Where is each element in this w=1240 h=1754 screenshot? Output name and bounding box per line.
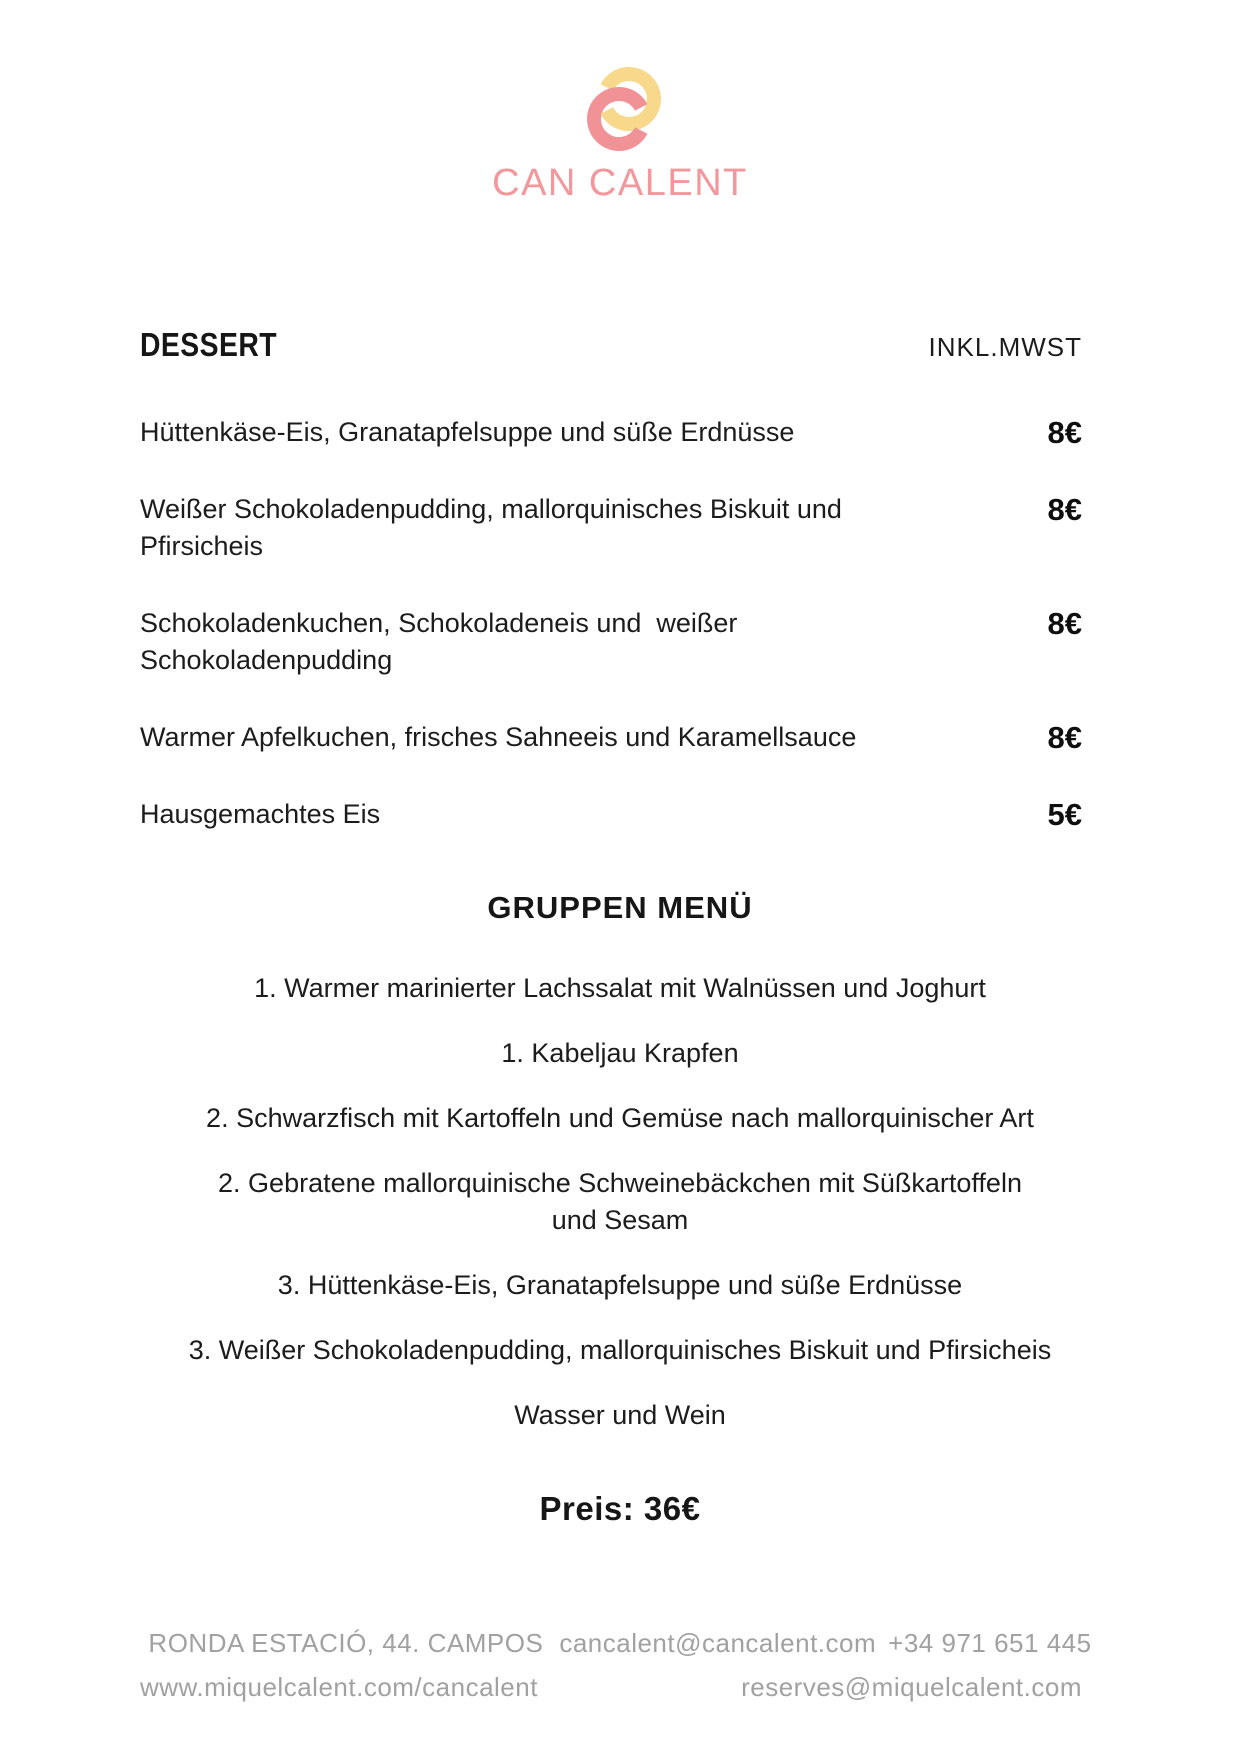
menu-item-line: Schokoladenkuchen, Schokoladeneis und weißer: [140, 608, 738, 638]
course-line: 2. Gebratene mallorquinische Schweinebäckchen mit Süßkartoffeln: [218, 1168, 1022, 1198]
footer-address: RONDA ESTACIÓ, 44. CAMPOS: [148, 1628, 544, 1658]
group-menu-course: [0, 1332, 1240, 1369]
menu-item-line: Warmer Apfelkuchen, frisches Sahneeis und Karamellsauce: [140, 722, 857, 752]
menu-item-name: [140, 605, 737, 679]
dessert-header-row: [140, 326, 1082, 364]
course-line: 1. Kabeljau Krapfen: [501, 1038, 739, 1068]
menu-item-row: [140, 491, 1082, 565]
footer-contact-line: [0, 1628, 1240, 1659]
course-line: und Sesam: [551, 1205, 689, 1235]
menu-item-name: [140, 796, 380, 833]
footer-website-link[interactable]: www.miquelcalent.com/cancalent: [140, 1672, 538, 1702]
menu-item-name: [140, 491, 842, 565]
group-menu-title: GRUPPEN MENÜ: [487, 890, 753, 925]
group-menu-course: [0, 1165, 1240, 1239]
footer-links-line: [140, 1672, 1082, 1703]
menu-item-line: Schokoladenpudding: [140, 645, 393, 675]
menu-item-line: Pfirsicheis: [140, 531, 264, 561]
group-menu-course: [0, 1035, 1240, 1072]
footer-phone: +34 971 651 445: [888, 1628, 1092, 1658]
menu-item-line: Hausgemachtes Eis: [140, 799, 381, 829]
menu-item-name: [140, 719, 856, 756]
course-line: 3. Weißer Schokoladenpudding, mallorquinisches Biskuit und Pfirsicheis: [188, 1335, 1052, 1365]
course-line: 3. Hüttenkäse-Eis, Granatapfelsuppe und süße Erdnüsse: [277, 1270, 963, 1300]
menu-item-row: [140, 719, 1082, 756]
course-line: Wasser und Wein: [514, 1400, 726, 1430]
menu-item-row: [140, 414, 1082, 451]
menu-item-name: [140, 414, 794, 451]
brand-header: [0, 58, 1240, 205]
brand-wordmark: CAN CALENT: [492, 162, 748, 204]
group-menu-course: [0, 1100, 1240, 1137]
menu-item-price: 8€: [1047, 415, 1082, 450]
logo-arc-yellow-overlap: [607, 111, 625, 124]
dessert-section: [140, 326, 1082, 833]
menu-item-row: [140, 796, 1082, 833]
menu-item-price: 8€: [1047, 492, 1082, 527]
group-menu-course: [0, 1397, 1240, 1434]
menu-item-line: Hüttenkäse-Eis, Granatapfelsuppe und süße Erdnüsse: [140, 417, 795, 447]
group-menu-section: [0, 890, 1240, 1528]
menu-item-price: 8€: [1047, 720, 1082, 755]
group-menu-course: [0, 1267, 1240, 1304]
can-calent-logo-icon: [570, 58, 670, 158]
menu-item-price: 5€: [1047, 797, 1082, 832]
menu-item-line: Weißer Schokoladenpudding, mallorquinisches Biskuit und: [140, 494, 842, 524]
tax-included-note: INKL.MWST: [928, 332, 1082, 362]
group-menu-course: [0, 970, 1240, 1007]
dessert-section-title: DESSERT: [140, 326, 278, 363]
footer-email[interactable]: cancalent@cancalent.com: [559, 1628, 877, 1658]
menu-item-price: 8€: [1047, 606, 1082, 641]
course-line: 1. Warmer marinierter Lachssalat mit Walnüssen und Joghurt: [254, 973, 986, 1003]
menu-item-row: [140, 605, 1082, 679]
group-menu-price: Preis: 36€: [539, 1490, 701, 1527]
course-line: 2. Schwarzfisch mit Kartoffeln und Gemüse nach mallorquinischer Art: [206, 1103, 1034, 1133]
footer-reservations-email[interactable]: reserves@miquelcalent.com: [741, 1672, 1082, 1702]
